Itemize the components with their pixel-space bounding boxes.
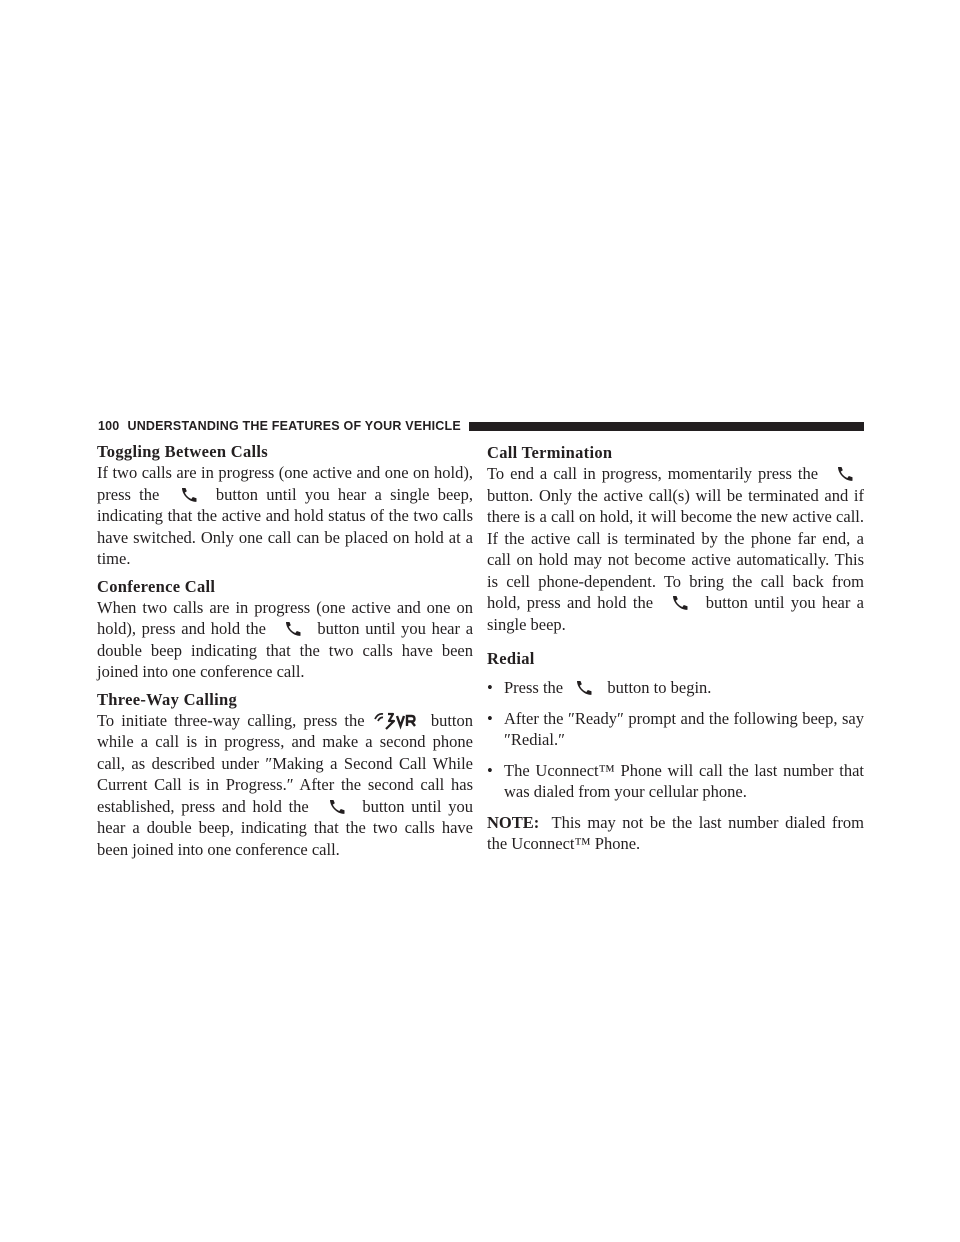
phone-handset-icon (659, 595, 699, 611)
text: If two calls are in progress (one active and one on hold), press the (97, 463, 473, 504)
text: button until you hear a single beep. (487, 593, 865, 634)
paragraph-toggling (97, 462, 473, 570)
section-conference (97, 577, 473, 683)
right-column (487, 442, 864, 855)
section-call-termination (487, 443, 864, 635)
text: button until you hear a single beep, indicating that the active and hold status of the two calls have switched. Only one call can be placed on hold at a time. (97, 484, 474, 568)
text: button. Only the active call(s) will be terminated and if there is a call on hold, it will become the new active call. If the active call is terminated by the phone far end, a call on hold may not become active automatically. This is cell phone-dependent. To bring the call back from hold, press and hold the (487, 485, 864, 612)
note-label: NOTE: (487, 812, 540, 832)
note-text: This may not be the last number dialed from the Uconnect™ Phone. (487, 812, 864, 853)
bullet: • (487, 678, 493, 697)
text: Press the (504, 678, 564, 697)
section-redial (487, 649, 864, 803)
text: The Uconnect™ Phone will call the last number that was dialed from your cellular phone. (504, 760, 864, 801)
bullet: • (487, 708, 493, 728)
voice-recognition-vr-icon (372, 711, 424, 731)
phone-handset-icon (168, 487, 208, 503)
note-paragraph (487, 812, 864, 855)
paragraph-call-termination (487, 463, 864, 635)
text: button to begin. (607, 678, 712, 697)
heading-redial: Redial (487, 649, 535, 668)
section-toggling (97, 442, 473, 570)
section-title: UNDERSTANDING THE FEATURES OF YOUR VEHICLE (127, 419, 461, 433)
list-item (487, 708, 864, 751)
heading-toggling: Toggling Between Calls (97, 442, 269, 461)
text: After the ″Ready″ prompt and the following beep, say ″Redial.″ (504, 708, 864, 749)
header-rule (469, 422, 864, 431)
phone-handset-icon (567, 680, 603, 696)
bullet: • (487, 760, 493, 780)
heading-call-termination: Call Termination (487, 443, 613, 462)
section-three-way (97, 690, 473, 861)
list-item (487, 760, 864, 803)
text: button while a call is in progress, and make a second phone call, as described under ″Making a Second Call While Current Call is in Progress.″ After the second call has established, press and hold the (97, 710, 473, 816)
paragraph-conference (97, 597, 473, 683)
paragraph-three-way (97, 710, 473, 861)
text: When two calls are in progress (one active and one on hold), press and hold the (97, 597, 473, 638)
phone-handset-icon (824, 466, 864, 482)
text: button until you hear a double beep, indicating that the two calls have been joined into one conference call. (97, 796, 474, 859)
list-item (487, 677, 864, 699)
page-header (98, 417, 864, 435)
page-number: 100 (98, 419, 120, 433)
heading-three-way: Three-Way Calling (97, 689, 238, 709)
phone-handset-icon (272, 621, 312, 637)
phone-handset-icon (316, 799, 356, 815)
heading-conference: Conference Call (97, 576, 216, 596)
text: To initiate three-way calling, press the (97, 710, 365, 730)
redial-steps (487, 677, 864, 803)
left-column (97, 442, 473, 860)
text: button until you hear a double beep indicating that the two calls have been joined into one conference call. (97, 619, 474, 681)
text: To end a call in progress, momentarily press the (487, 464, 819, 483)
